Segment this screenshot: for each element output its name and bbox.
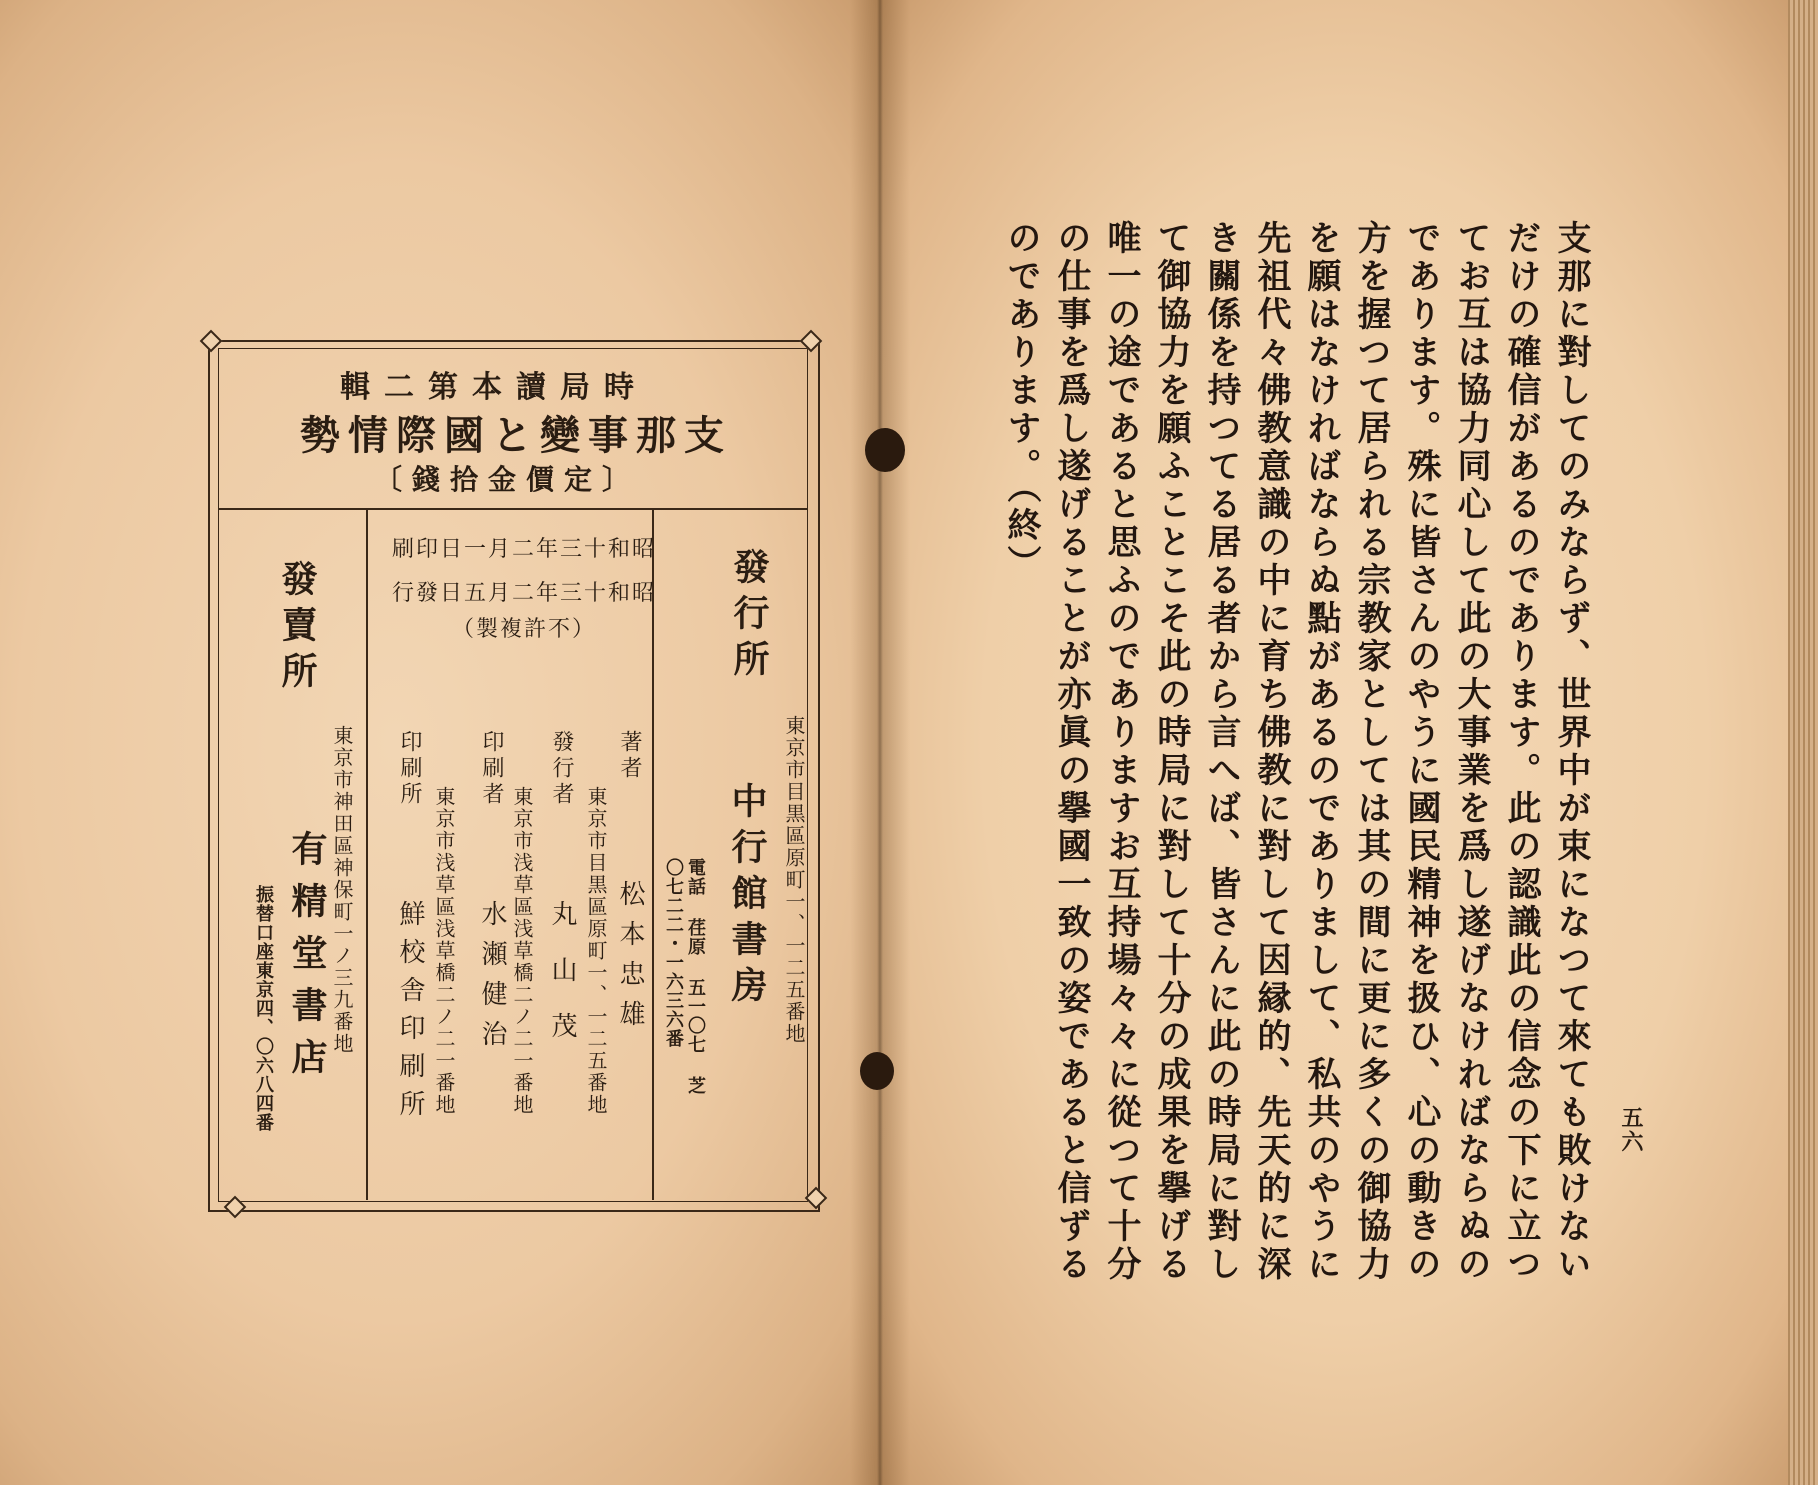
publisher-address: 東京市目黒區原町一、一二五番地 — [782, 715, 806, 1045]
printer-address: 東京市浅草區浅草橋二ノ二一番地 — [432, 786, 456, 1116]
distributor-label: 發賣所 — [276, 560, 318, 698]
binding-hole-top — [865, 428, 905, 472]
page-number: 五六 — [1618, 1106, 1644, 1154]
publisher-name: 中行館書房 — [726, 782, 768, 1012]
issuer-address: 東京市浅草區浅草橋二ノ二一番地 — [510, 786, 534, 1116]
author-address: 東京市目黒區原町一、一二五番地 — [584, 786, 608, 1116]
printer-name: 水瀬健治 — [477, 900, 507, 1060]
reproduction-notice: （不許複製） — [452, 617, 597, 642]
distributor-account: 振替口座東京四、〇六八四番 — [253, 885, 274, 1132]
distributor-name: 有精堂書店 — [286, 830, 328, 1090]
book-gutter — [850, 0, 910, 1485]
body-text: 支那に對してのみならず、世界中が束になつて來ても敗けないだけの確信があるのであります。此の認識此の信念の下に立つてお互は協力同心して此の大事業を爲し遂げなければならぬのであります。殊に皆さんのやうに國民精神を扱ひ、心の動きの方を握つて居られる宗教家としては其の間に更に多くの御協力を願はなければならぬ點があるのでありまして、私共のやうに先祖代々佛教意識の中に育ち佛教に對して因縁的、先天的に深き關係を持つてる居る者から言へば、皆さんに此の時局に對して御協力を願ふことこそ此の時局に對して十分の成果を擧げる唯一の途であると思ふのでありますお互持場々々に從つて十分の仕事を爲し遂げることが亦眞の擧國一致の姿であると信ずるのであります。（終） — [1001, 220, 1591, 1284]
print-shop-name: 鮮校舎印刷所 — [395, 900, 425, 1128]
author-name: 松本忠雄 — [615, 880, 645, 1040]
issuer-name: 丸山茂 — [547, 900, 577, 1068]
author-label: 著者 — [617, 730, 642, 782]
printed-date: 昭和十三年二月一日印刷 — [392, 537, 657, 562]
distributor-address: 東京市神田區神保町一ノ三九番地 — [330, 725, 354, 1055]
book-title: 支那事變と國際情勢 — [300, 412, 732, 459]
colophon-column-divider — [366, 508, 368, 1200]
binding-hole-bottom — [860, 1052, 894, 1090]
colophon-divider — [218, 508, 808, 510]
series-title: 時局讀本第二輯 — [340, 370, 648, 405]
publisher-phone-number: 〇七二二・一六三六番 — [663, 858, 684, 1048]
price: 〔定價金拾錢〕 — [374, 463, 641, 496]
printer-label: 印刷者 — [479, 730, 504, 808]
print-shop-label: 印刷所 — [397, 730, 422, 808]
colophon-column-divider — [652, 508, 654, 1200]
publisher-label: 發行所 — [728, 548, 770, 686]
issuer-label: 發行者 — [549, 730, 574, 808]
page-edges — [1788, 0, 1818, 1485]
publisher-phone-label: 電話 荏原 五一〇七 芝 — [685, 858, 706, 1095]
published-date: 昭和十三年二月五日發行 — [392, 581, 657, 606]
